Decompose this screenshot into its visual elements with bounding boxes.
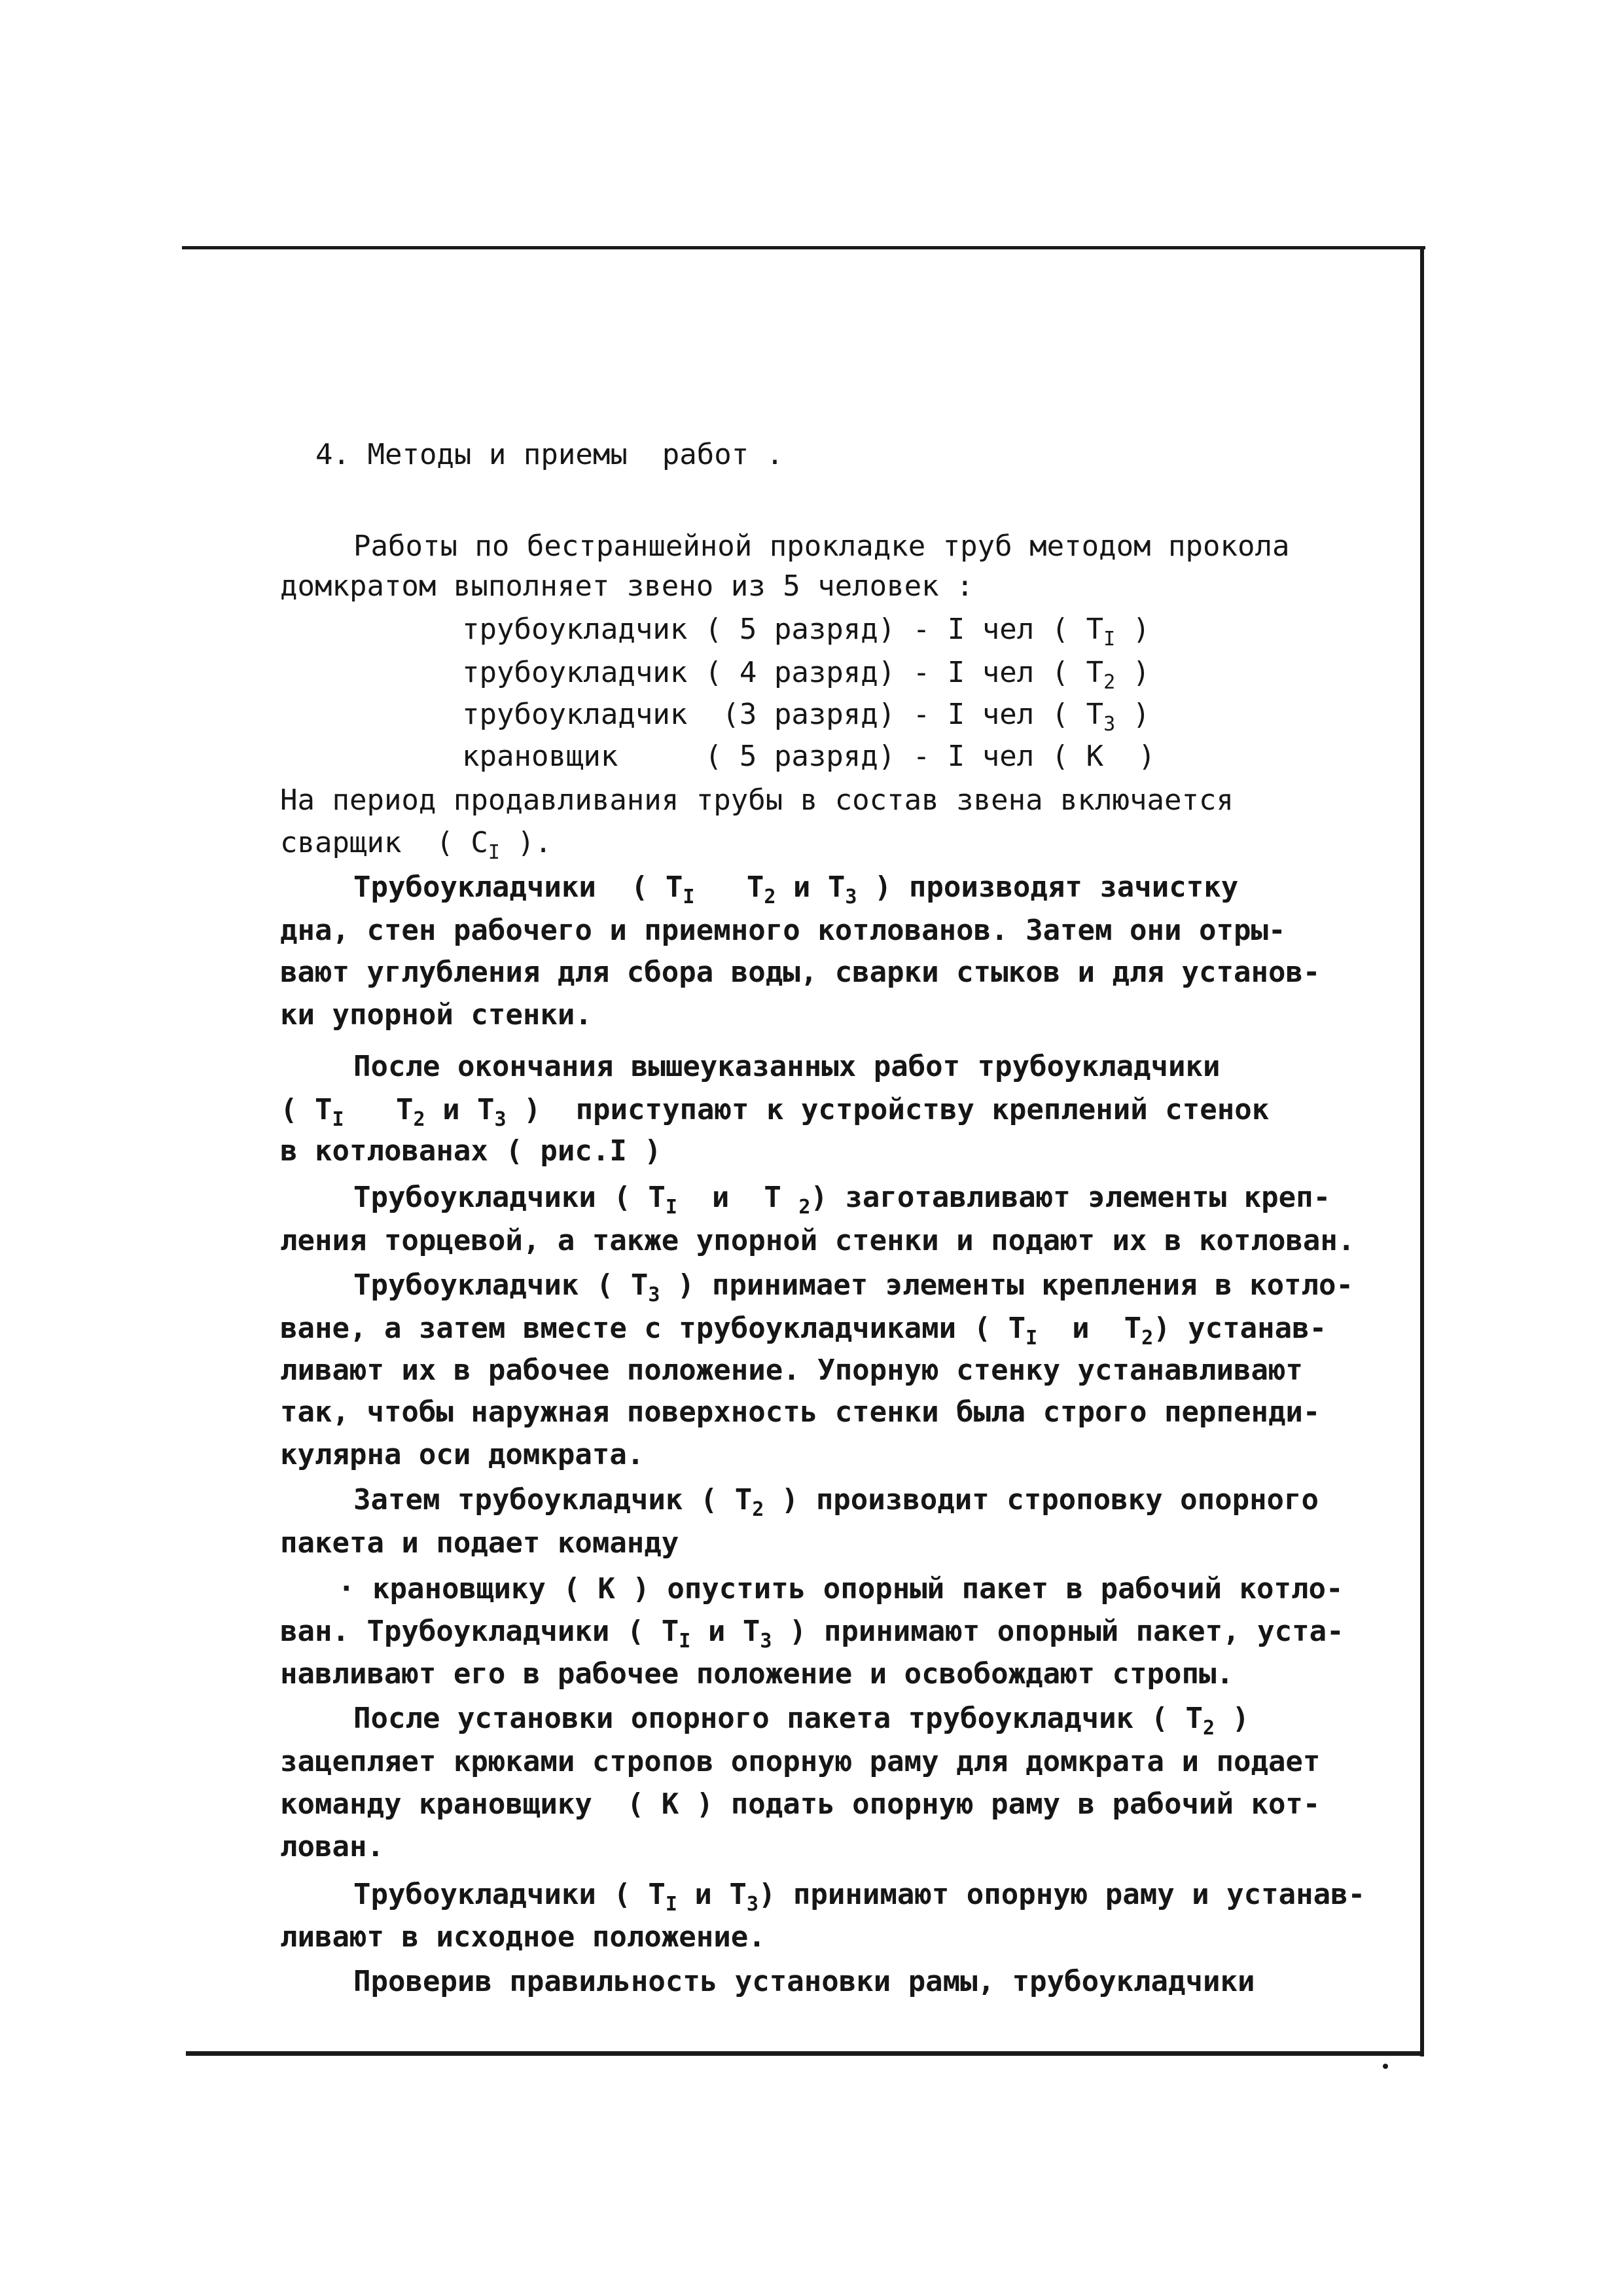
text-line: вают углубления для сбора воды, сварки стыков и для установ- bbox=[280, 956, 1321, 989]
text-fragment: Трубоукладчики ( Т bbox=[353, 1878, 666, 1911]
text-fragment: Т bbox=[694, 870, 764, 904]
text-line: лован. bbox=[280, 1830, 384, 1863]
subscript: I bbox=[488, 841, 500, 864]
text-line: ливают их в рабочее положение. Упорную стенку устанавливают bbox=[280, 1354, 1303, 1387]
subscript: 3 bbox=[1103, 713, 1116, 736]
text-fragment: ( Т bbox=[280, 1093, 332, 1126]
subscript: 3 bbox=[648, 1283, 660, 1306]
text-line: кулярна оси домкрата. bbox=[280, 1438, 645, 1471]
text-line bbox=[280, 823, 552, 863]
text-fragment: ) принимают опорную раму и устанав- bbox=[758, 1878, 1366, 1911]
text-line bbox=[280, 1612, 1344, 1651]
text-fragment: ) производит строповку опорного bbox=[764, 1483, 1319, 1516]
section-heading: 4. Методы и приемы работ . bbox=[315, 438, 784, 471]
text-fragment: и Т bbox=[776, 870, 846, 904]
text-line: На период продавливания трубы в состав звена включается bbox=[280, 783, 1234, 817]
text-fragment: и Т bbox=[690, 1615, 760, 1648]
text-fragment: ) bbox=[1215, 1702, 1250, 1735]
text-fragment: и Т bbox=[1037, 1312, 1142, 1345]
subscript: I bbox=[665, 1893, 677, 1916]
subscript: 3 bbox=[760, 1630, 772, 1653]
text-line: в котлованах ( рис.I ) bbox=[280, 1134, 662, 1168]
text-line bbox=[353, 1266, 1353, 1305]
subscript: I bbox=[1103, 628, 1116, 651]
subscript: I bbox=[679, 1630, 691, 1653]
crew-list-item bbox=[462, 653, 1150, 692]
text-fragment: трубоукладчик ( 4 разряд) - I чел ( Т bbox=[462, 656, 1104, 689]
subscript: 2 bbox=[764, 886, 776, 908]
text-fragment: ) заготавливают элементы креп- bbox=[810, 1181, 1331, 1214]
text-line: домкратом выполняет звено из 5 человек : bbox=[280, 569, 974, 603]
crew-list-item bbox=[462, 695, 1150, 734]
frame-right-border bbox=[1420, 246, 1424, 2056]
text-fragment: ) принимает элементы крепления в котло- bbox=[660, 1268, 1354, 1302]
text-fragment: Трубоукладчик ( Т bbox=[353, 1268, 649, 1302]
text-line bbox=[280, 1090, 1269, 1130]
text-fragment: ) приступают к устройству креплений стенок bbox=[506, 1093, 1270, 1126]
text-fragment: ване, а затем вместе с трубоукладчиками ( Т bbox=[280, 1312, 1026, 1345]
text-line: дна, стен рабочего и приемного котлованов. Затем они отры- bbox=[280, 914, 1286, 947]
subscript: 2 bbox=[752, 1498, 764, 1521]
text-fragment: и Т bbox=[677, 1878, 747, 1911]
crew-list-item bbox=[462, 610, 1150, 649]
subscript: I bbox=[683, 886, 695, 908]
subscript: 2 bbox=[1141, 1327, 1154, 1350]
text-fragment: и Т bbox=[425, 1093, 495, 1126]
text-fragment: ) принимают опорный пакет, уста- bbox=[772, 1615, 1344, 1648]
text-fragment: ван. Трубоукладчики ( Т bbox=[280, 1615, 679, 1648]
text-line bbox=[353, 1875, 1365, 1914]
text-line: · крановщику ( К ) опустить опорный пакет в рабочий котло- bbox=[338, 1572, 1344, 1605]
subscript: 2 bbox=[1203, 1717, 1215, 1740]
subscript: 2 bbox=[798, 1196, 811, 1219]
text-fragment: и Т bbox=[677, 1181, 799, 1214]
text-fragment: ) производят зачистку bbox=[857, 870, 1239, 904]
crew-list-item: крановщик ( 5 разряд) - I чел ( К ) bbox=[462, 740, 1156, 773]
text-line: навливают его в рабочее положение и освобождают стропы. bbox=[280, 1657, 1234, 1691]
text-fragment: После установки опорного пакета трубоукладчик ( Т bbox=[353, 1702, 1204, 1735]
text-fragment: трубоукладчик (3 разряд) - I чел ( Т bbox=[462, 698, 1104, 731]
subscript: 2 bbox=[413, 1108, 425, 1131]
text-line: так, чтобы наружная поверхность стенки была строго перпенди- bbox=[280, 1395, 1321, 1429]
frame-bottom-border bbox=[186, 2051, 1424, 2056]
frame-top-border bbox=[182, 246, 1425, 249]
text-line: После окончания вышеуказанных работ трубоукладчики bbox=[353, 1050, 1221, 1083]
text-fragment: ) bbox=[1115, 698, 1150, 731]
text-line: пакета и подает команду bbox=[280, 1526, 679, 1560]
text-fragment: Трубоукладчики ( Т bbox=[353, 1181, 666, 1214]
text-line bbox=[353, 1178, 1330, 1217]
text-fragment: Т bbox=[344, 1093, 414, 1126]
text-line: команду крановщику ( К ) подать опорную раму в рабочий кот- bbox=[280, 1787, 1321, 1821]
text-fragment: ) bbox=[1115, 656, 1150, 689]
frame-dot-mark bbox=[1383, 2064, 1388, 2069]
text-line bbox=[353, 868, 1238, 907]
text-line: Проверив правильность установки рамы, трубоукладчики bbox=[353, 1965, 1255, 1998]
text-fragment: трубоукладчик ( 5 разряд) - I чел ( Т bbox=[462, 613, 1104, 646]
subscript: 3 bbox=[845, 886, 857, 908]
subscript: 3 bbox=[746, 1893, 758, 1916]
text-line bbox=[353, 1480, 1319, 1520]
subscript: I bbox=[332, 1108, 344, 1131]
text-line: ливают в исходное положение. bbox=[280, 1920, 766, 1954]
text-fragment: Затем трубоукладчик ( Т bbox=[353, 1483, 753, 1516]
subscript: I bbox=[665, 1196, 677, 1219]
text-line: зацепляет крюками стропов опорную раму для домкрата и подает bbox=[280, 1745, 1321, 1778]
text-line: Работы по бестраншейной прокладке труб методом прокола bbox=[353, 529, 1290, 563]
text-fragment: ). bbox=[499, 826, 552, 859]
text-line bbox=[280, 1309, 1327, 1348]
text-line bbox=[353, 1699, 1249, 1738]
subscript: 3 bbox=[494, 1108, 507, 1131]
subscript: 2 bbox=[1103, 671, 1116, 694]
text-fragment: сварщик ( С bbox=[280, 826, 488, 859]
text-fragment: ) устанав- bbox=[1153, 1312, 1327, 1345]
subscript: I bbox=[1026, 1327, 1038, 1350]
text-line: ления торцевой, а также упорной стенки и подают их в котлован. bbox=[280, 1224, 1355, 1257]
text-line: ки упорной стенки. bbox=[280, 998, 592, 1031]
text-fragment: ) bbox=[1115, 613, 1150, 646]
text-fragment: Трубоукладчики ( Т bbox=[353, 870, 683, 904]
